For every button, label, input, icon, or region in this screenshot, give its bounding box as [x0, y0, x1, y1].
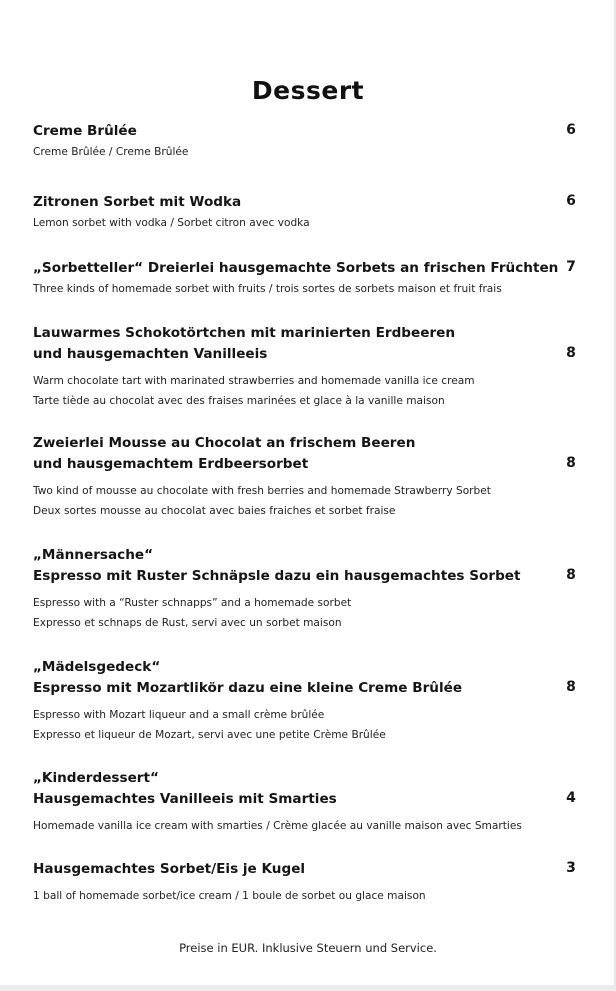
menu-item-sorbet-eis-kugel — [33, 859, 581, 906]
item-description: Warm chocolate tart with marinated strawberries and homemade vanilla ice cream — [33, 375, 475, 387]
item-name: Creme Brûlée — [33, 123, 137, 139]
item-description-line-2: Tarte tiède au chocolat avec des fraises marinées et glace à la vanille maison — [33, 395, 445, 407]
item-name-line-2: Espresso mit Mozartlikör dazu eine kleine Creme Brûlée — [33, 680, 463, 696]
item-name-line-2: Hausgemachtes Vanilleeis mit Smarties — [33, 791, 337, 807]
item-name-line-2: Espresso mit Ruster Schnäpsle dazu ein hausgemachtes Sorbet — [33, 568, 521, 584]
menu-item-mousse-au-chocolat — [33, 433, 581, 521]
item-name: „Männersache“ — [33, 547, 154, 563]
item-price: 7 — [566, 259, 576, 275]
item-description-line-2: Deux sortes mousse au chocolat avec baies fraiches et sorbet fraise — [33, 505, 396, 517]
item-name-line-2: und hausgemachten Vanilleeis — [33, 346, 268, 362]
item-description: 1 ball of homemade sorbet/ice cream / 1 boule de sorbet ou glace maison — [33, 890, 426, 902]
item-description: Two kind of mousse au chocolate with fresh berries and homemade Strawberry Sorbet — [33, 485, 491, 497]
item-price: 6 — [566, 122, 576, 138]
item-price: 6 — [566, 193, 576, 209]
item-description: Lemon sorbet with vodka / Sorbet citron avec vodka — [33, 217, 310, 229]
item-name: „Sorbetteller“ Dreierlei hausgemachte Sorbets an frischen Früchten — [33, 260, 559, 276]
menu-item-creme-brulee — [33, 121, 581, 162]
item-price: 8 — [566, 345, 576, 361]
item-name: Hausgemachtes Sorbet/Eis je Kugel — [33, 861, 306, 877]
item-price: 3 — [566, 860, 576, 876]
page-title: Dessert — [251, 76, 365, 105]
item-price: 8 — [566, 567, 576, 583]
item-description: Espresso with Mozart liqueur and a small crème brûlée — [33, 709, 325, 721]
item-description-line-2: Expresso et schnaps de Rust, servi avec un sorbet maison — [33, 617, 342, 629]
item-description: Homemade vanilla ice cream with smarties / Crème glacée au vanille maison avec Smarties — [33, 820, 522, 832]
item-price: 8 — [566, 679, 576, 695]
item-name: „Mädelsgedeck“ — [33, 659, 161, 675]
page-edge-bottom — [0, 985, 616, 991]
menu-item-maennersache — [33, 545, 581, 633]
item-price: 4 — [566, 790, 576, 806]
menu-item-kinderdessert — [33, 768, 581, 836]
item-name: Lauwarmes Schokotörtchen mit marinierten Erdbeeren — [33, 325, 456, 341]
item-description-line-2: Expresso et liqueur de Mozart, servi avec une petite Crème Brûlée — [33, 729, 386, 741]
item-name-line-2: und hausgemachtem Erdbeersorbet — [33, 456, 309, 472]
menu-item-schokotoertchen — [33, 323, 581, 411]
item-name: „Kinderdessert“ — [33, 770, 159, 786]
item-description: Creme Brûlée / Creme Brûlée — [33, 146, 189, 158]
price-note-footer: Preise in EUR. Inklusive Steuern und Service. — [179, 941, 437, 955]
menu-item-zitronen-sorbet — [33, 192, 581, 233]
menu-item-maedelsgedeck — [33, 657, 581, 745]
menu-item-sorbetteller — [33, 258, 581, 299]
item-name: Zitronen Sorbet mit Wodka — [33, 194, 242, 210]
item-name: Zweierlei Mousse au Chocolat an frischem Beeren — [33, 435, 416, 451]
item-price: 8 — [566, 455, 576, 471]
item-description: Espresso with a “Ruster schnapps” and a homemade sorbet — [33, 597, 352, 609]
item-description: Three kinds of homemade sorbet with fruits / trois sortes de sorbets maison et fruit frais — [33, 283, 502, 295]
